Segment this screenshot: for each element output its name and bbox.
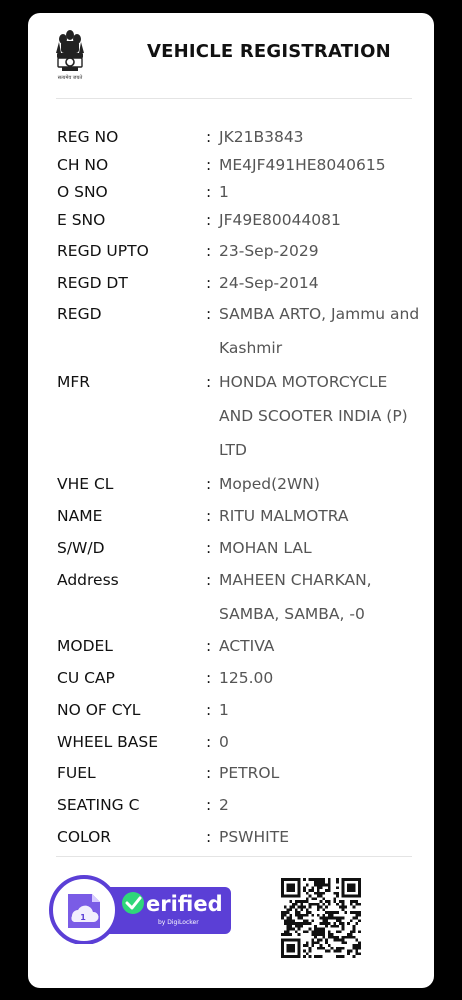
field-value: JF49E80044081 (219, 211, 341, 229)
field-label: REG NO (57, 128, 119, 146)
vehicle-registration-card (28, 13, 434, 988)
field-value: RITU MALMOTRA (219, 507, 349, 525)
digilocker-verified-icon (68, 894, 100, 928)
field-label: CU CAP (57, 669, 115, 687)
field-separator: : (206, 571, 212, 589)
field-value: JK21B3843 (219, 128, 304, 146)
svg-text:1: 1 (80, 913, 86, 922)
verified-sublabel: by DigiLocker (158, 919, 199, 926)
qr-code-icon (281, 878, 361, 958)
field-label: S/W/D (57, 539, 105, 557)
field-label: VHE CL (57, 475, 114, 493)
field-separator: : (206, 796, 212, 814)
check-icon (122, 892, 144, 914)
field-separator: : (206, 305, 212, 323)
field-value: 23-Sep-2029 (219, 242, 319, 260)
field-label: MODEL (57, 637, 113, 655)
field-value: ME4JF491HE8040615 (219, 156, 386, 174)
national-emblem-icon (50, 27, 90, 85)
field-label: MFR (57, 373, 91, 391)
digilocker-verified-badge (48, 874, 234, 944)
field-separator: : (206, 156, 212, 174)
field-value: 1 (219, 183, 229, 201)
field-separator: : (206, 373, 212, 391)
field-label: REGD UPTO (57, 242, 149, 260)
field-separator: : (206, 828, 212, 846)
field-value: 0 (219, 733, 229, 751)
field-separator: : (206, 733, 212, 751)
field-value: MOHAN LAL (219, 539, 312, 557)
verified-label: erified (146, 892, 223, 916)
field-separator: : (206, 183, 212, 201)
field-label: SEATING C (57, 796, 140, 814)
field-separator: : (206, 128, 212, 146)
field-value: ACTIVA (219, 637, 275, 655)
field-separator: : (206, 669, 212, 687)
field-label: CH NO (57, 156, 109, 174)
field-label: REGD (57, 305, 102, 323)
field-value: HONDA MOTORCYCLE AND SCOOTER INDIA (P) LTD (219, 373, 408, 459)
field-value: 24-Sep-2014 (219, 274, 319, 292)
field-separator: : (206, 637, 212, 655)
field-value: Moped(2WN) (219, 475, 320, 493)
field-label: NO OF CYL (57, 701, 141, 719)
field-label: REGD DT (57, 274, 128, 292)
field-value: PETROL (219, 764, 280, 782)
field-label: COLOR (57, 828, 112, 846)
field-separator: : (206, 764, 212, 782)
page-title: VEHICLE REGISTRATION (147, 41, 391, 62)
field-separator: : (206, 507, 212, 525)
footer-divider (56, 856, 412, 857)
field-value: SAMBA ARTO, Jammu and Kashmir (219, 305, 420, 357)
field-separator: : (206, 274, 212, 292)
field-separator: : (206, 242, 212, 260)
field-separator: : (206, 211, 212, 229)
field-value: PSWHITE (219, 828, 289, 846)
field-value: MAHEEN CHARKAN, SAMBA, SAMBA, -0 (219, 571, 372, 623)
field-separator: : (206, 475, 212, 493)
field-value: 1 (219, 701, 229, 719)
emblem-caption: सत्यमेव जयते (57, 75, 83, 81)
field-separator: : (206, 701, 212, 719)
header-divider (56, 98, 412, 99)
field-label: E SNO (57, 211, 106, 229)
field-label: FUEL (57, 764, 96, 782)
field-value: 2 (219, 796, 229, 814)
field-label: NAME (57, 507, 103, 525)
field-value: 125.00 (219, 669, 274, 687)
field-label: O SNO (57, 183, 108, 201)
field-label: Address (57, 571, 119, 589)
field-label: WHEEL BASE (57, 733, 158, 751)
field-separator: : (206, 539, 212, 557)
